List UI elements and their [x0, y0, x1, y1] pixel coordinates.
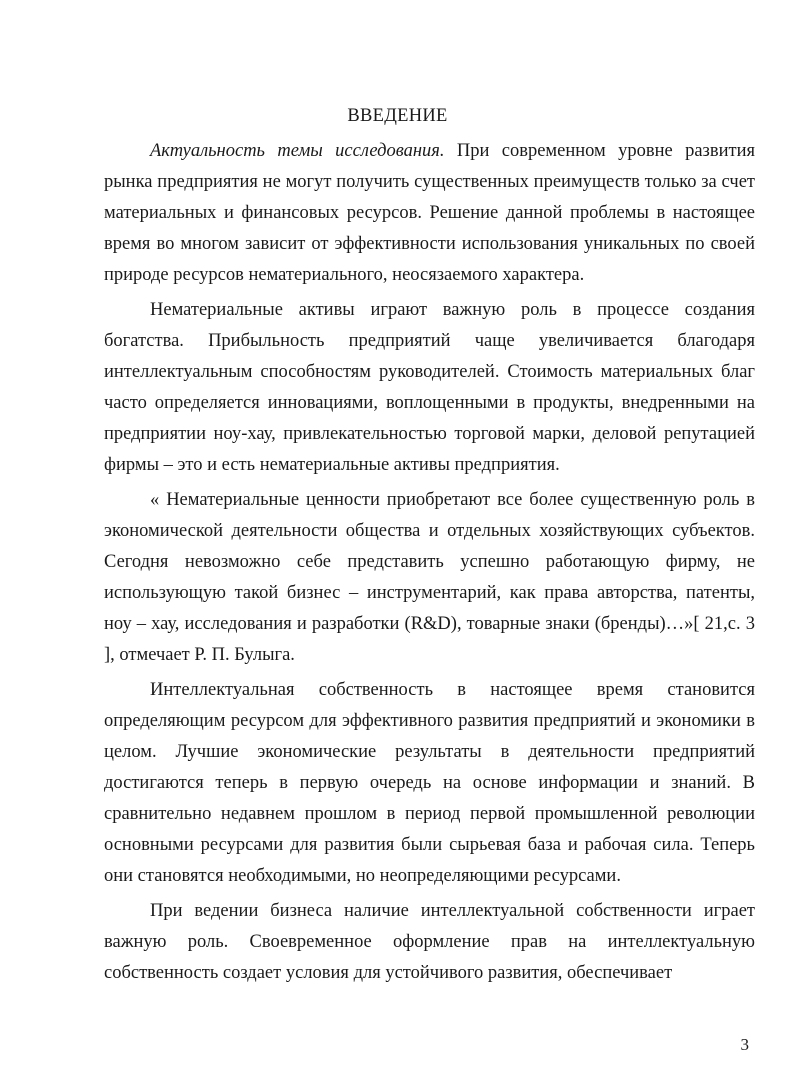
paragraph-intellectual-property: Интеллектуальная собственность в настоящее время становится определяющим ресурсом для эффективного развития предприятий и экономики в целом. Лучшие экономические результаты в деятельности предприятий достигаются теперь в первую очередь на основе информации и знаний. В сравнительно недавнем прошлом в период первой промышленной революции основными ресурсами для развития были сырьевая база и рабочая сила. Теперь они становятся необходимыми, но неопределяющими ресурсами. — [104, 680, 755, 886]
relevance-heading: Актуальность темы исследования. — [150, 141, 445, 161]
paragraph-business: При ведении бизнеса наличие интеллектуальной собственности играет важную роль. Своевременное оформление прав на интеллектуальную собственность создает условия для устойчивого развития, обеспечивает — [104, 901, 755, 983]
paragraph-quote: « Нематериальные ценности приобретают все более существенную роль в экономической деятельности общества и отдельных хозяйствующих субъектов. Сегодня невозможно себе представить успешно работающую фирму, не использующую такой бизнес – инструментарий, как права авторства, патенты, ноу – хау, исследования и разработки (R&D), товарные знаки (бренды)…»[ 21,с. 3 ], отмечает Р. П. Булыга. — [104, 490, 755, 665]
paragraph-relevance — [104, 136, 755, 291]
document-body — [104, 136, 755, 989]
paragraph-intangible-assets: Нематериальные активы играют важную роль в процессе создания богатства. Прибыльность предприятий чаще увеличивается благодаря интеллектуальным способностям руководителей. Стоимость материальных благ часто определяется инновациями, воплощенными в продукты, внедренными на предприятии ноу-хау, привлекательностью торговой марки, деловой репутацией фирмы – это и есть нематериальные активы предприятия. — [104, 300, 755, 475]
page-number: 3 — [740, 1035, 749, 1054]
page-title: ВВЕДЕНИЕ — [347, 106, 448, 126]
paragraph-text: При современном уровне развития рынка предприятия не могут получить существенных преимуществ только за счет материальных и финансовых ресурсов. Решение данной проблемы в настоящее время во многом зависит от эффективности использования уникальных по своей природе ресурсов нематериального, неосязаемого характера. — [104, 141, 755, 285]
